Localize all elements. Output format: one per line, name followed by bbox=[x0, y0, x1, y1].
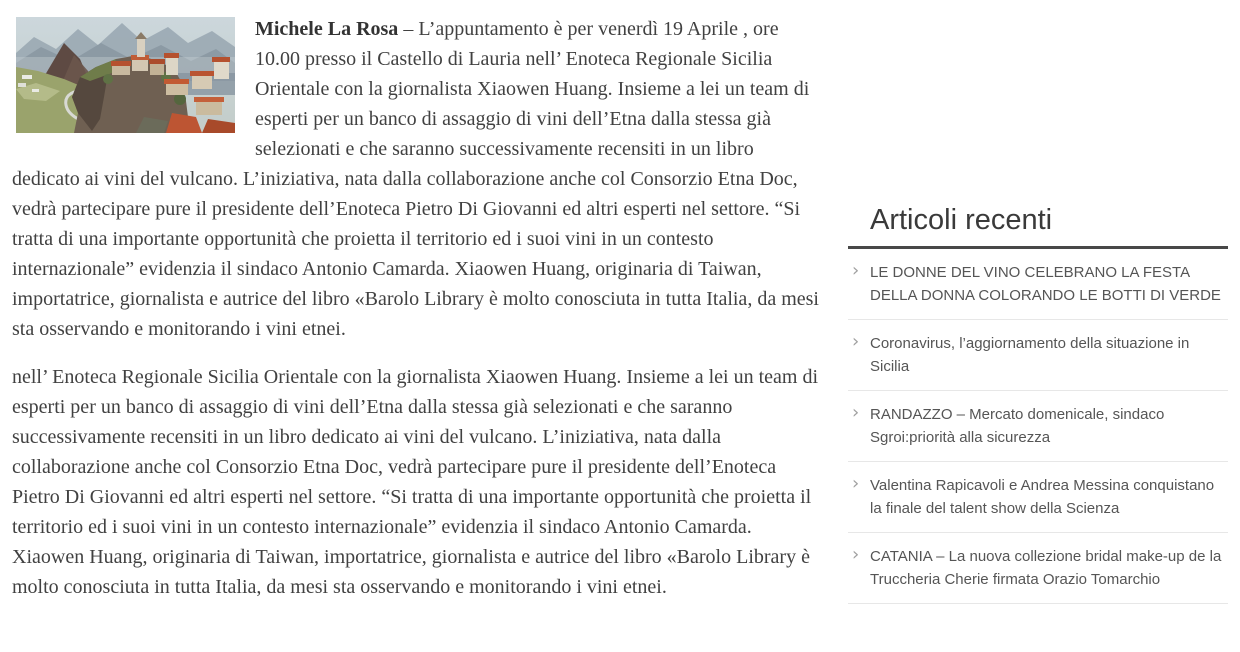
author-name: Michele La Rosa bbox=[255, 18, 399, 40]
recent-article-item bbox=[848, 320, 1228, 391]
recent-article-link[interactable]: LE DONNE DEL VINO CELEBRANO LA FESTA DELLA DONNA COLORANDO LE BOTTI DI VERDE bbox=[870, 264, 1221, 304]
recent-article-item bbox=[848, 462, 1228, 533]
chevron-right-icon: › bbox=[852, 402, 860, 423]
recent-article-item bbox=[848, 249, 1228, 320]
article-main bbox=[12, 0, 826, 620]
chevron-right-icon: › bbox=[852, 473, 860, 494]
recent-article-link[interactable]: RANDAZZO – Mercato domenicale, sindaco Sgroi:priorità alla sicurezza bbox=[870, 406, 1165, 446]
recent-article-item bbox=[848, 533, 1228, 604]
chevron-right-icon: › bbox=[852, 260, 860, 281]
chevron-right-icon: › bbox=[852, 544, 860, 565]
sidebar-title: Articoli recenti bbox=[848, 203, 1228, 249]
recent-article-item bbox=[848, 391, 1228, 462]
recent-articles-list bbox=[848, 249, 1228, 604]
paragraph-1-text: L’appuntamento è per venerdì 19 Aprile , ore 10.00 presso il Castello di Lauria nell’ Enoteca Regionale Sicilia Orientale con la giornalista Xiaowen Huang. Insieme a lei un team di esperti per un banco di assaggio di vini dell’Etna dalla stessa già selezionati e che saranno successivamente recensiti in un libro dedicato ai vini del vulcano. L’iniziativa, nata dalla collaborazione anche col Consorzio Etna Doc, vedrà partecipare pure il presidente dell’Enoteca Pietro Di Giovanni ed altri esperti nel settore. “Si tratta di una importante opportunità che proietta il territorio ed i suoi vini in un contesto internazionale” evidenzia il sindaco Antonio Camarda. Xiaowen Huang, originaria di Taiwan, importatrice, giornalista e autrice del libro «Barolo Library è molto conosciuta in tutta Italia, da mesi sta osservando e monitorando i vini etnei. bbox=[12, 18, 819, 340]
article-thumbnail bbox=[16, 17, 235, 133]
article-paragraph-2: nell’ Enoteca Regionale Sicilia Orientale con la giornalista Xiaowen Huang. Insieme a lei un team di esperti per un banco di assaggio di vini dell’Etna dalla stessa già selezionati e che saranno successivamente recensiti in un libro dedicato ai vini del vulcano. L’iniziativa, nata dalla collaborazione anche col Consorzio Etna Doc, vedrà partecipare pure il presidente dell’Enoteca Pietro Di Giovanni ed altri esperti nel settore. “Si tratta di una importante opportunità che proietta il territorio ed i suoi vini in un contesto internazionale” evidenzia il sindaco Antonio Camarda. Xiaowen Huang, originaria di Taiwan, importatrice, giornalista e autrice del libro «Barolo Library è molto conosciuta in tutta Italia, da mesi sta osservando e monitorando i vini etnei. bbox=[12, 366, 819, 598]
recent-article-link[interactable]: CATANIA – La nuova collezione bridal make-up de la Truccheria Cherie firmata Orazio Tomarchio bbox=[870, 548, 1222, 588]
chevron-right-icon: › bbox=[852, 331, 860, 352]
recent-article-link[interactable]: Valentina Rapicavoli e Andrea Messina conquistano la finale del talent show della Scienza bbox=[870, 477, 1215, 517]
recent-article-link[interactable]: Coronavirus, l’aggiornamento della situazione in Sicilia bbox=[870, 335, 1190, 375]
author-separator: – bbox=[398, 18, 419, 40]
recent-articles-sidebar bbox=[848, 0, 1228, 620]
hilltop-village-photo bbox=[16, 17, 235, 133]
